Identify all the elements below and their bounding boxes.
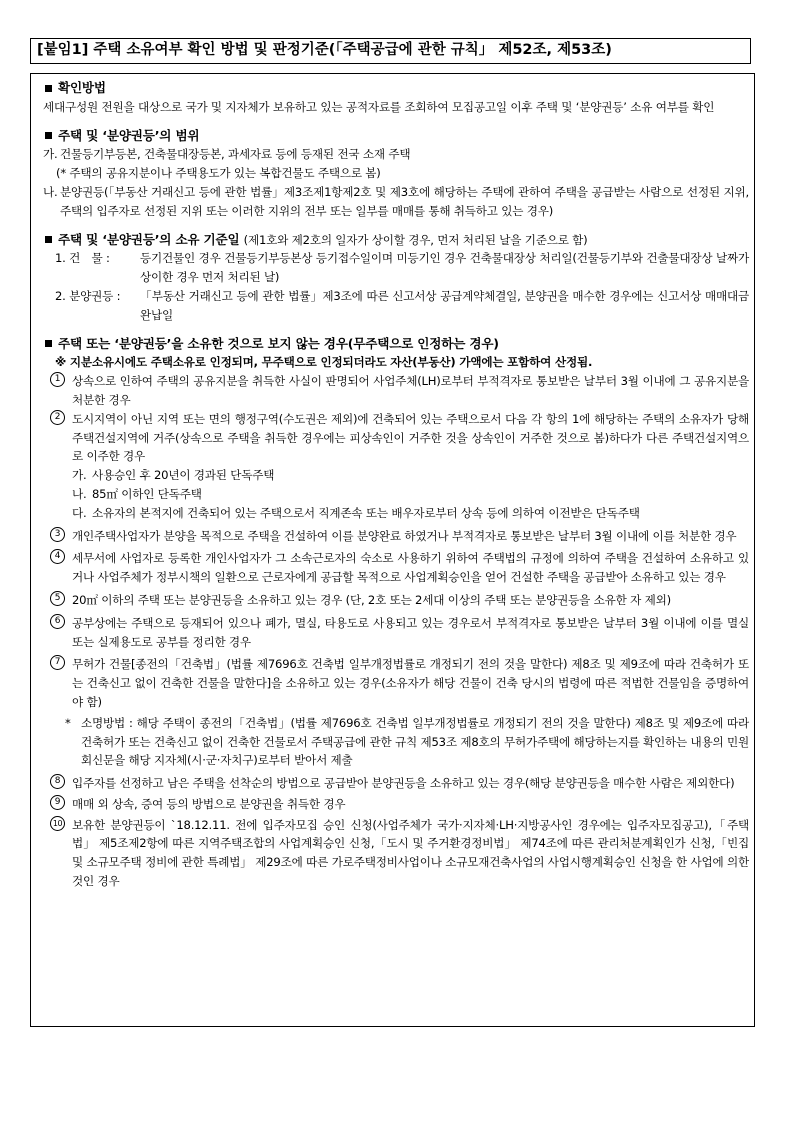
non-ownership-item-2-na: 나. 85㎡ 이하인 단독주택 <box>72 486 202 501</box>
non-ownership-note: ※ 지분소유시에도 주택소유로 인정되며, 무주택으로 인정되더라도 자산(부동산) 가액에는 포함하여 산정됨. <box>55 355 593 370</box>
page-title: [붙임1] 주택 소유여부 확인 방법 및 판정기준(「주택공급에 관한 규칙」 제52조, 제53조) <box>30 38 751 64</box>
content <box>43 79 749 891</box>
ownership-date-item-presale: 2. 분양권등 : 「부동산 거래신고 등에 관한 법률」제3조에 따른 신고서상 공급계약체결일, 분양권을 매수한 경우에는 신고서상 매매대금 완납일 <box>55 288 749 322</box>
non-ownership-item-6: 6 공부상에는 주택으로 등재되어 있으나 폐가, 멸실, 타용도로 사용되고 있는 경우로서 부적격자로 통보받은 날부터 3월 이내에 이를 멸실 또는 실제용도로 공부를 정리한 경우 <box>50 614 749 652</box>
section-heading-verification-method: 확인방법 <box>43 79 749 98</box>
non-ownership-item-1: 1 상속으로 인하여 주택의 공유지분을 취득한 사실이 판명되어 사업주체(LH)로부터 부적격자로 통보받은 날부터 3월 이내에 그 공유지분을 처분한 경우 <box>50 372 749 410</box>
non-ownership-item-3: 3 개인주택사업자가 분양을 목적으로 주택을 건설하여 이를 분양완료 하였거나 부적격자로 통보받은 날부터 3월 이내에 이를 처분한 경우 <box>50 527 749 546</box>
non-ownership-item-2: 2 도시지역이 아닌 지역 또는 면의 행정구역(수도권은 제외)에 건축되어 있는 주택으로서 다음 각 항의 1에 해당하는 주택의 소유자가 당해주택건설지역에 거주(상속으로 주택을 취득한 경우에는 피상속인이 거주한 것을 상속인이 거주한 것으로 봄)하다가 다른 주택건설지역으로 이주한 경우 <box>50 410 749 466</box>
scope-note-ga: (* 주택의 공유지분이나 주택용도가 있는 복합건물도 주택으로 봄) <box>56 166 381 181</box>
verification-method-body: 세대구성원 전원을 대상으로 국가 및 지자체가 보유하고 있는 공적자료를 조회하여 모집공고일 이후 주택 및 ‘분양권등’ 소유 여부를 확인 <box>43 99 715 114</box>
square-bullet-icon <box>45 340 52 347</box>
section-heading-housing-scope: 주택 및 ‘분양권등’의 범위 <box>43 127 749 146</box>
non-ownership-item-8: 8 입주자를 선정하고 남은 주택을 선착순의 방법으로 공급받아 분양권등을 소유하고 있는 경우(해당 분양권등을 매수한 사람은 제외한다) <box>50 774 749 793</box>
non-ownership-item-4: 4 세무서에 사업자로 등록한 개인사업자가 그 소속근로자의 숙소로 사용하기 위하여 주택법의 규정에 의하여 주택을 건설하여 소유하고 있거나 사업주체가 정부시책의 일환으로 근로자에게 공급할 목적으로 사업계획승인을 얻어 건설한 주택을 공급받아 소유하고 있는 경우 <box>50 549 749 587</box>
non-ownership-item-2-da: 다. 소유자의 본적지에 건축되어 있는 주택으로서 직계존속 또는 배우자로부터 상속 등에 의하여 이전받은 단독주택 <box>72 505 640 520</box>
square-bullet-icon <box>45 85 52 92</box>
section-heading-ownership-date: 주택 및 ‘분양권등’의 소유 기준일 (제1호와 제2호의 일자가 상이할 경우, 먼저 처리된 날을 기준으로 함) <box>43 231 749 250</box>
non-ownership-item-9: 9 매매 외 상속, 증여 등의 방법으로 분양권을 취득한 경우 <box>50 795 749 814</box>
scope-item-na: 나. 분양권등(「부동산 거래신고 등에 관한 법률」제3조제1항제2호 및 제3호에 해당하는 주택에 관하여 주택을 공급받는 사람으로 선정된 지위, 주택의 입주자로 선정된 지위 또는 이러한 지위의 전부 또는 일부를 매매를 통해 취득하고 있는 경우) <box>43 184 749 218</box>
section-heading-non-ownership: 주택 또는 ‘분양권등’을 소유한 것으로 보지 않는 경우(무주택으로 인정하는 경우) <box>43 335 749 354</box>
square-bullet-icon <box>45 132 52 139</box>
scope-item-ga: 가. 건물등기부등본, 건축물대장등본, 과세자료 등에 등재된 전국 소재 주택 <box>43 147 411 162</box>
non-ownership-item-10: 10 보유한 분양권등이 `18.12.11. 전에 입주자모집 승인 신청(사업주체가 국가·지자체·LH·지방공사인 경우에는 입주자모집공고),「주택법」 제5조제2항에 따른 지역주택조합의 사업계획승인 신청,「도시 및 주거환경정비법」 제74조에 따른 관리처분계획인가 신청,「빈집 및 소규모주택 정비에 관한 특례법」 제29조에 따른 가로주택정비사업이나 소규모재건축사업의 사업시행계획승인 신청을 한 사업에 의한 것인 경우 <box>50 816 749 891</box>
content-box <box>30 73 755 1027</box>
non-ownership-item-2-ga: 가. 사용승인 후 20년이 경과된 단독주택 <box>72 468 275 483</box>
non-ownership-item-5: 5 20㎡ 이하의 주택 또는 분양권등을 소유하고 있는 경우 (단, 2호 또는 2세대 이상의 주택 또는 분양권등을 소유한 자 제외) <box>50 591 749 610</box>
ownership-date-item-building: 1. 건 물 : 등기건물인 경우 건물등기부등본상 등기접수일이며 미등기인 경우 건축물대장상 처리일(건물등기부와 건출물대장상 날짜가 상이한 경우 먼저 처리된 날) <box>55 251 749 285</box>
square-bullet-icon <box>45 236 52 243</box>
non-ownership-item-7-note: * 소명방법 : 해당 주택이 종전의「건축법」(법률 제7696호 건축법 일부개정법률로 개정되기 전의 것을 말한다) 제8조 및 제9조에 따라 건축허가 또는 건축신고 없이 건축한 건물로서 주택공급에 관한 규칙 제53조 제8호의 무허가주택에 해당하는지를 확인하는 내용의 민원회신문을 해당 지자체(시·군·자치구)로부터 받아서 제출 <box>65 715 749 768</box>
non-ownership-item-7: 7 무허가 건물[종전의「건축법」(법률 제7696호 건축법 일부개정법률로 개정되기 전의 것을 말한다) 제8조 및 제9조에 따라 건축허가 또는 건축신고 없이 건축한 건물을 말한다]을 소유하고 있는 경우(소유자가 해당 건물이 건축 당시의 법령에 따른 적법한 건물임을 증명하여야 함) <box>50 655 749 711</box>
